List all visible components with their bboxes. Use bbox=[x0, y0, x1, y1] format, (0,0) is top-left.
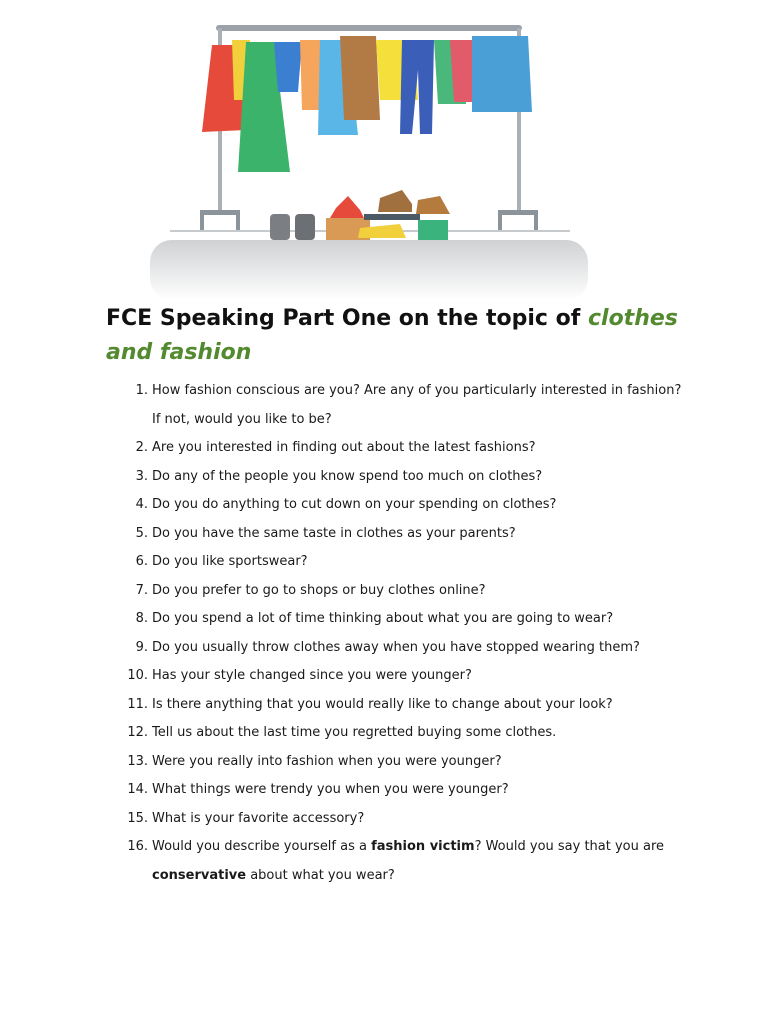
item-text: Are you interested in finding out about the latest fashions? bbox=[152, 440, 536, 455]
title-accent: clothes and fashion bbox=[106, 306, 678, 365]
list-item bbox=[126, 805, 686, 834]
q16-bold-conservative: conservative bbox=[152, 867, 247, 883]
item-number: 14. bbox=[127, 782, 148, 797]
list-item bbox=[126, 520, 686, 549]
list-item bbox=[126, 605, 686, 634]
q16-part1: Would you describe yourself as a bbox=[152, 839, 372, 854]
item-number: 16. bbox=[127, 839, 148, 854]
item-text: Do you do anything to cut down on your spending on clothes? bbox=[152, 497, 557, 512]
item-number: 4. bbox=[135, 497, 148, 512]
item-number: 5. bbox=[135, 525, 148, 541]
item-number: 1. bbox=[135, 383, 148, 398]
item-text: Do any of the people you know spend too much on clothes? bbox=[152, 468, 543, 484]
item-text: Is there anything that you would really like to change about your look? bbox=[152, 696, 613, 712]
item-number: 2. bbox=[135, 440, 148, 455]
item-number: 3. bbox=[135, 468, 148, 484]
clothes-rack-icon bbox=[150, 0, 590, 300]
q16-bold-fashion-victim: fashion victim bbox=[371, 839, 475, 854]
item-number: 12. bbox=[127, 725, 148, 740]
item-text: Do you prefer to go to shops or buy clothes online? bbox=[152, 582, 486, 598]
list-item bbox=[126, 548, 686, 577]
item-text bbox=[152, 833, 686, 890]
list-item bbox=[126, 491, 686, 520]
item-text: Do you have the same taste in clothes as your parents? bbox=[152, 525, 516, 541]
item-number: 6. bbox=[135, 554, 148, 569]
list-item bbox=[126, 634, 686, 663]
item-text: Do you spend a lot of time thinking about what you are going to wear? bbox=[152, 611, 614, 626]
item-text: Tell us about the last time you regretted buying some clothes. bbox=[152, 725, 557, 740]
list-item bbox=[126, 748, 686, 777]
list-item bbox=[126, 377, 686, 434]
item-text: Do you like sportswear? bbox=[152, 554, 308, 569]
list-item bbox=[126, 434, 686, 463]
list-item bbox=[126, 833, 686, 890]
item-number: 11. bbox=[127, 696, 148, 712]
item-number: 9. bbox=[135, 639, 148, 655]
item-number: 13. bbox=[127, 753, 148, 769]
item-text: Do you usually throw clothes away when you have stopped wearing them? bbox=[152, 639, 640, 655]
q16-part3: about what you wear? bbox=[246, 867, 395, 883]
list-item bbox=[126, 719, 686, 748]
item-number: 15. bbox=[127, 810, 148, 826]
item-text: What things were trendy you when you were younger? bbox=[152, 782, 509, 797]
list-item bbox=[126, 691, 686, 720]
item-text: Were you really into fashion when you were younger? bbox=[152, 753, 502, 769]
title-main: FCE Speaking Part One on the topic of bbox=[106, 306, 588, 331]
q16-part2: ? Would you say that you are bbox=[474, 839, 665, 854]
item-text: What is your favorite accessory? bbox=[152, 810, 365, 826]
question-list bbox=[126, 377, 686, 890]
clothes-rack-illustration bbox=[150, 0, 590, 300]
item-number: 10. bbox=[127, 668, 148, 683]
list-item bbox=[126, 577, 686, 606]
item-number: 8. bbox=[135, 611, 148, 626]
item-text: Has your style changed since you were younger? bbox=[152, 668, 472, 683]
item-text: How fashion conscious are you? Are any of you particularly interested in fashion? If not, would you like to be? bbox=[152, 383, 682, 427]
item-number: 7. bbox=[135, 582, 148, 598]
page-title bbox=[106, 302, 706, 370]
list-item bbox=[126, 662, 686, 691]
list-item bbox=[126, 463, 686, 492]
list-item bbox=[126, 776, 686, 805]
